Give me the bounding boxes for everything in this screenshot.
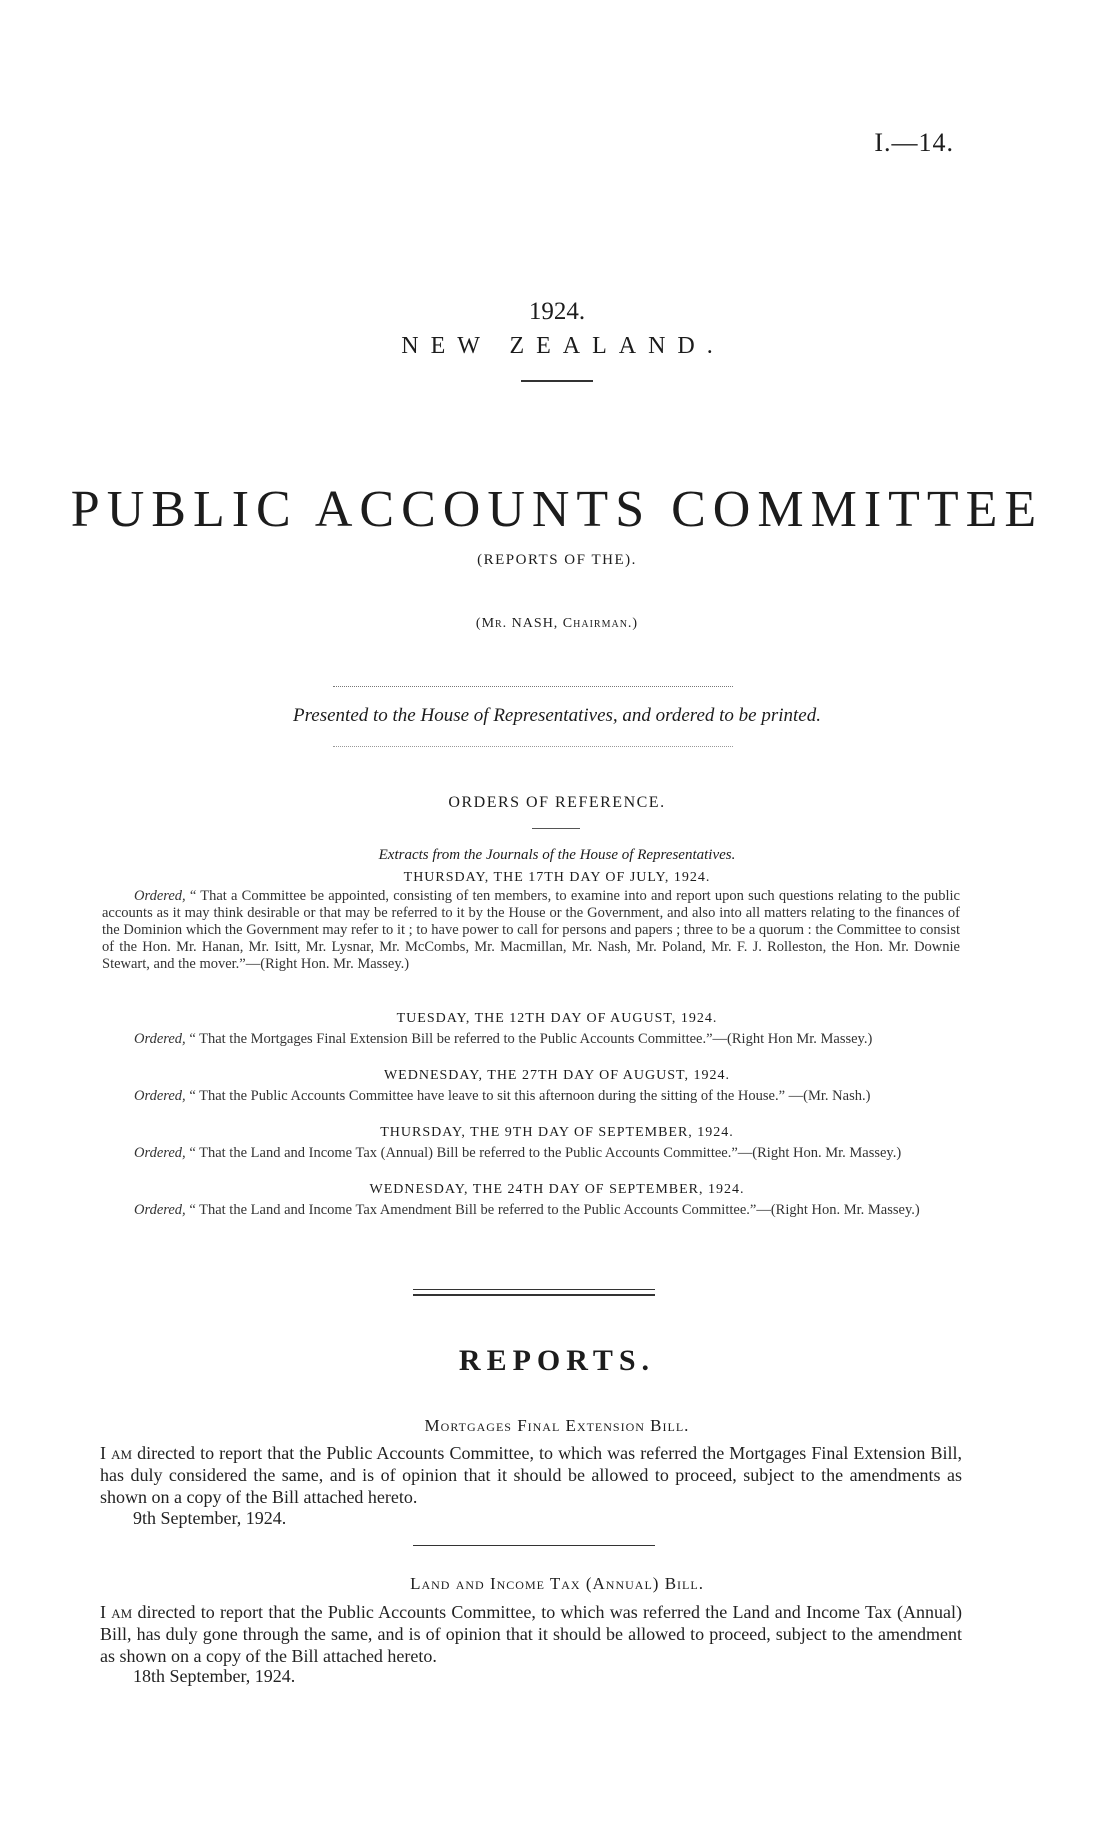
paper-reference-number: I.—14.: [874, 128, 954, 157]
chairman-line: (Mr. NASH, Chairman.): [475, 616, 639, 631]
order-paragraph: Ordered, “ That a Committee be appointed, consisting of ten members, to examine into and report upon such questions relating to the public accounts as it may think desirable or that may be referred to it by the House or the Government, and also into all matters relating to the finances of the Dominion which the Government may refer to it ; to have power to call for persons and papers ; three to be a quorum : the Committee to consist of the Hon. Mr. Hanan, Mr. Isitt, Mr. Lysnar, Mr. McCombs, Mr. Macmillan, Mr. Nash, Mr. Poland, Mr. F. J. Rolleston, the Hon. Mr. Downie Stewart, and the mover.”—(Right Hon. Mr. Massey.): [102, 888, 960, 972]
order-date: THURSDAY, THE 17TH DAY OF JULY, 1924.: [403, 870, 711, 885]
divider: [413, 1294, 655, 1296]
document-title: PUBLIC ACCOUNTS COMMITTEE: [70, 481, 1044, 538]
order-paragraph: Ordered, “ That the Land and Income Tax Amendment Bill be referred to the Public Accounts Committee.”—(Right Hon. Mr. Massey.): [134, 1202, 920, 1218]
report-bill-title: Mortgages Final Extension Bill.: [424, 1416, 690, 1435]
report-date: 18th September, 1924.: [133, 1666, 296, 1686]
divider: [333, 746, 733, 747]
extracts-subheading: Extracts from the Journals of the House of Representatives.: [378, 847, 736, 863]
reports-heading: REPORTS.: [458, 1344, 656, 1377]
report-date: 9th September, 1924.: [133, 1508, 287, 1528]
country-name: NEW ZEALAND.: [401, 333, 725, 359]
divider: [413, 1289, 655, 1290]
order-date: TUESDAY, THE 12TH DAY OF AUGUST, 1924.: [396, 1011, 718, 1026]
presented-line: Presented to the House of Representatives, and ordered to be printed.: [292, 705, 821, 726]
report-bill-title: Land and Income Tax (Annual) Bill.: [410, 1574, 704, 1593]
divider: [333, 686, 733, 687]
order-paragraph: Ordered, “ That the Land and Income Tax (Annual) Bill be referred to the Public Accounts Committee.”—(Right Hon. Mr. Massey.): [134, 1145, 902, 1161]
order-date: WEDNESDAY, THE 24TH DAY OF SEPTEMBER, 1924.: [369, 1182, 745, 1197]
order-date: THURSDAY, THE 9TH DAY OF SEPTEMBER, 1924.: [380, 1125, 734, 1140]
order-paragraph: Ordered, “ That the Mortgages Final Extension Bill be referred to the Public Accounts Committee.”—(Right Hon Mr. Massey.): [134, 1031, 873, 1047]
document-subtitle: (REPORTS OF THE).: [477, 552, 637, 568]
orders-of-reference-heading: ORDERS OF REFERENCE.: [448, 794, 666, 811]
order-date: WEDNESDAY, THE 27TH DAY OF AUGUST, 1924.: [383, 1068, 731, 1083]
divider: [521, 380, 593, 382]
divider: [413, 1545, 655, 1546]
report-paragraph: I am directed to report that the Public Accounts Committee, to which was referred the Land and Income Tax (Annual) Bill, has duly gone through the same, and is of opinion that it should be allowed to proceed, subject to the amendment as shown on a copy of the Bill attached hereto.: [100, 1602, 962, 1666]
year: 1924.: [528, 298, 586, 325]
report-paragraph: I am directed to report that the Public Accounts Committee, to which was referred the Mortgages Final Extension Bill, has duly considered the same, and is of opinion that it should be allowed to proceed, subject to the amendments as shown on a copy of the Bill attached hereto.: [100, 1443, 962, 1507]
order-paragraph: Ordered, “ That the Public Accounts Committee have leave to sit this afternoon during the sitting of the House.” —(Mr. Nash.): [134, 1088, 871, 1104]
divider: [532, 828, 580, 829]
